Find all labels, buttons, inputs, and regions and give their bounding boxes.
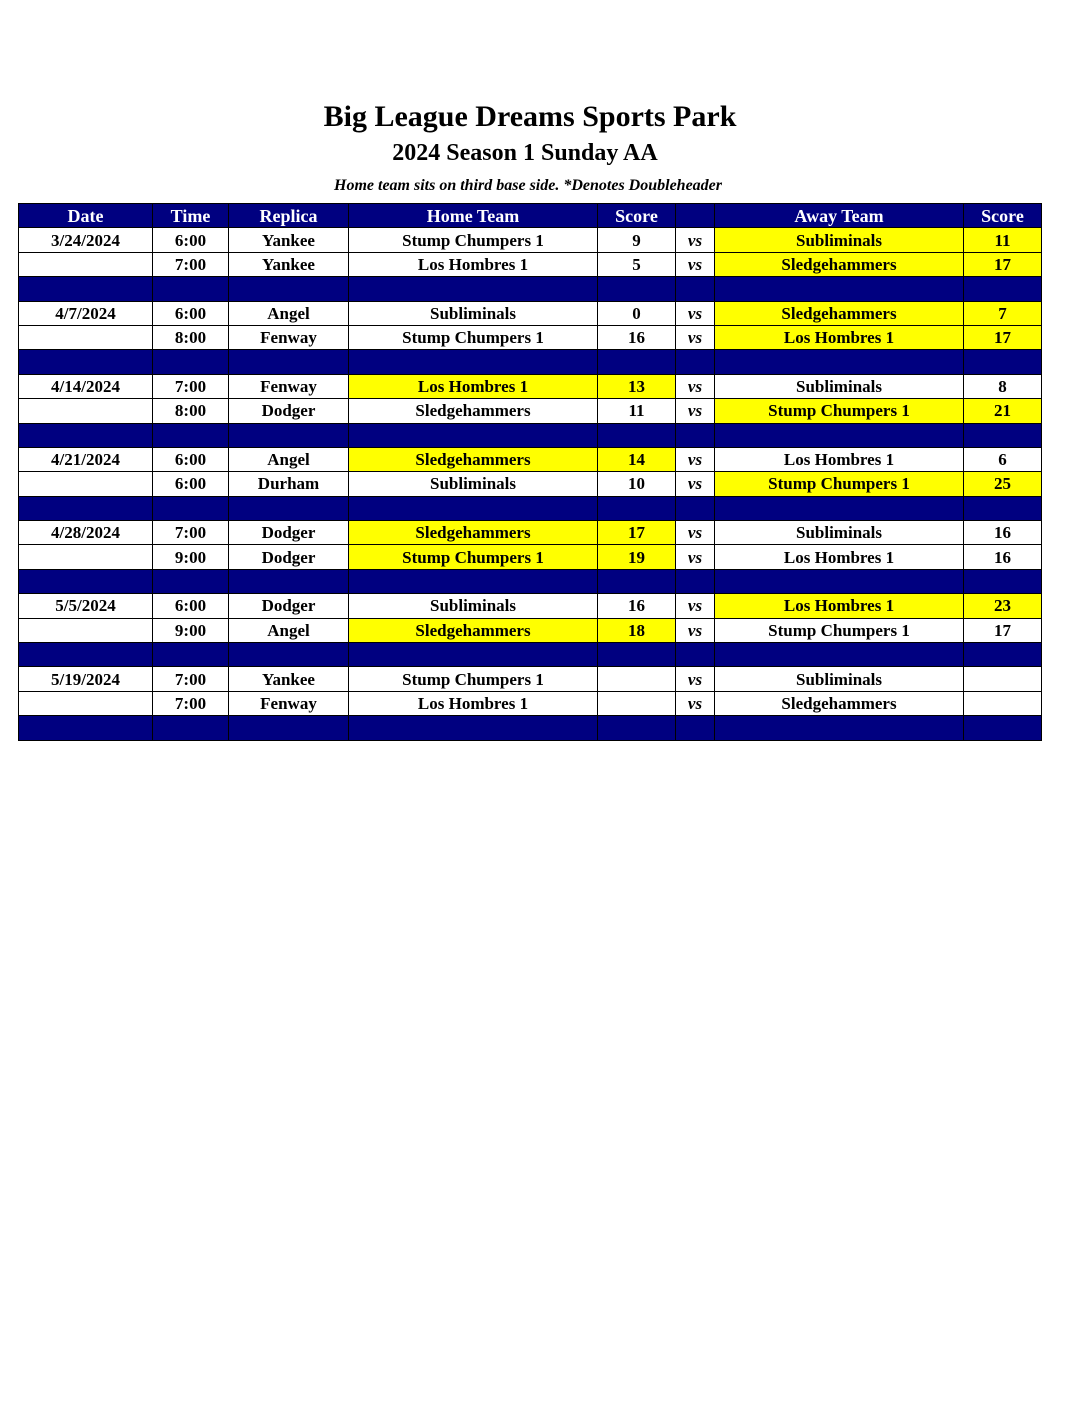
vs-cell: vs: [676, 472, 715, 496]
spacer-cell: [19, 716, 153, 740]
spacer-cell: [19, 350, 153, 374]
home-score-cell: 10: [598, 472, 676, 496]
away-score-cell: 21: [964, 399, 1042, 423]
spacer-row: [19, 716, 1042, 740]
time-cell: 7:00: [153, 691, 229, 715]
spacer-row: [19, 277, 1042, 301]
replica-cell: Yankee: [229, 252, 349, 276]
date-cell: 4/28/2024: [19, 521, 153, 545]
vs-cell: vs: [676, 594, 715, 618]
away-score-cell: 16: [964, 521, 1042, 545]
time-cell: 6:00: [153, 228, 229, 252]
home-score-cell: 5: [598, 252, 676, 276]
vs-cell: vs: [676, 252, 715, 276]
spacer-cell: [676, 423, 715, 447]
spacer-cell: [153, 716, 229, 740]
time-cell: 6:00: [153, 594, 229, 618]
spacer-cell: [349, 350, 598, 374]
vs-cell: vs: [676, 447, 715, 471]
spacer-cell: [598, 716, 676, 740]
home-score-cell: 19: [598, 545, 676, 569]
spacer-cell: [598, 277, 676, 301]
spacer-cell: [598, 643, 676, 667]
away-team-cell: Subliminals: [715, 228, 964, 252]
away-score-cell: 8: [964, 374, 1042, 398]
replica-cell: Angel: [229, 301, 349, 325]
spacer-cell: [964, 716, 1042, 740]
vs-cell: vs: [676, 545, 715, 569]
away-score-cell: [964, 667, 1042, 691]
replica-cell: Fenway: [229, 325, 349, 349]
spacer-cell: [715, 643, 964, 667]
away-team-cell: Sledgehammers: [715, 252, 964, 276]
vs-cell: vs: [676, 399, 715, 423]
spacer-cell: [715, 569, 964, 593]
spacer-cell: [19, 569, 153, 593]
time-cell: 9:00: [153, 545, 229, 569]
replica-cell: Dodger: [229, 594, 349, 618]
home-team-cell: Los Hombres 1: [349, 374, 598, 398]
game-row: [19, 594, 1042, 618]
replica-cell: Fenway: [229, 691, 349, 715]
spacer-cell: [964, 643, 1042, 667]
spacer-cell: [676, 350, 715, 374]
time-cell: 8:00: [153, 399, 229, 423]
game-row: [19, 447, 1042, 471]
spacer-cell: [349, 569, 598, 593]
game-row: [19, 691, 1042, 715]
spacer-cell: [349, 423, 598, 447]
spacer-cell: [19, 496, 153, 520]
home-score-cell: 11: [598, 399, 676, 423]
game-row: [19, 374, 1042, 398]
date-cell: 4/21/2024: [19, 447, 153, 471]
vs-cell: vs: [676, 618, 715, 642]
spacer-cell: [964, 496, 1042, 520]
away-team-cell: Los Hombres 1: [715, 545, 964, 569]
schedule-note: Home team sits on third base side. *Denotes Doubleheader: [334, 177, 722, 194]
home-team-cell: Sledgehammers: [349, 447, 598, 471]
date-cell: [19, 545, 153, 569]
game-row: [19, 545, 1042, 569]
spacer-cell: [349, 643, 598, 667]
time-cell: 6:00: [153, 447, 229, 471]
schedule-table: [18, 203, 1042, 741]
replica-cell: Durham: [229, 472, 349, 496]
date-cell: 5/5/2024: [19, 594, 153, 618]
home-team-cell: Subliminals: [349, 594, 598, 618]
home-team-cell: Stump Chumpers 1: [349, 667, 598, 691]
header-home-score: Score: [598, 204, 676, 228]
away-team-cell: Los Hombres 1: [715, 325, 964, 349]
spacer-cell: [229, 350, 349, 374]
home-score-cell: 14: [598, 447, 676, 471]
spacer-cell: [598, 496, 676, 520]
time-cell: 7:00: [153, 374, 229, 398]
away-score-cell: 11: [964, 228, 1042, 252]
spacer-cell: [153, 496, 229, 520]
page-title: Big League Dreams Sports Park: [323, 100, 737, 133]
header-time: Time: [153, 204, 229, 228]
home-team-cell: Sledgehammers: [349, 521, 598, 545]
home-team-cell: Subliminals: [349, 472, 598, 496]
spacer-cell: [229, 277, 349, 301]
away-team-cell: Los Hombres 1: [715, 447, 964, 471]
home-score-cell: 16: [598, 594, 676, 618]
header-home-team: Home Team: [349, 204, 598, 228]
time-cell: 7:00: [153, 521, 229, 545]
away-score-cell: 25: [964, 472, 1042, 496]
home-score-cell: [598, 691, 676, 715]
home-score-cell: 9: [598, 228, 676, 252]
spacer-row: [19, 350, 1042, 374]
spacer-row: [19, 643, 1042, 667]
away-score-cell: 7: [964, 301, 1042, 325]
game-row: [19, 472, 1042, 496]
spacer-cell: [349, 496, 598, 520]
home-score-cell: [598, 667, 676, 691]
header-row: [19, 204, 1042, 228]
spacer-cell: [676, 277, 715, 301]
time-cell: 6:00: [153, 472, 229, 496]
spacer-cell: [676, 643, 715, 667]
spacer-row: [19, 496, 1042, 520]
spacer-cell: [349, 277, 598, 301]
away-team-cell: Los Hombres 1: [715, 594, 964, 618]
spacer-cell: [598, 423, 676, 447]
game-row: [19, 399, 1042, 423]
spacer-cell: [349, 716, 598, 740]
home-team-cell: Stump Chumpers 1: [349, 228, 598, 252]
spacer-cell: [153, 350, 229, 374]
away-team-cell: Sledgehammers: [715, 301, 964, 325]
spacer-cell: [153, 277, 229, 301]
home-score-cell: 17: [598, 521, 676, 545]
spacer-cell: [19, 277, 153, 301]
vs-cell: vs: [676, 301, 715, 325]
replica-cell: Angel: [229, 618, 349, 642]
game-row: [19, 618, 1042, 642]
replica-cell: Angel: [229, 447, 349, 471]
header-date: Date: [19, 204, 153, 228]
spacer-cell: [676, 496, 715, 520]
game-row: [19, 325, 1042, 349]
spacer-cell: [715, 496, 964, 520]
away-team-cell: Stump Chumpers 1: [715, 618, 964, 642]
home-team-cell: Stump Chumpers 1: [349, 545, 598, 569]
spacer-row: [19, 569, 1042, 593]
away-team-cell: Stump Chumpers 1: [715, 472, 964, 496]
game-row: [19, 667, 1042, 691]
replica-cell: Fenway: [229, 374, 349, 398]
replica-cell: Dodger: [229, 399, 349, 423]
spacer-cell: [229, 569, 349, 593]
spacer-cell: [19, 643, 153, 667]
replica-cell: Yankee: [229, 667, 349, 691]
spacer-cell: [229, 716, 349, 740]
away-team-cell: Stump Chumpers 1: [715, 399, 964, 423]
date-cell: [19, 472, 153, 496]
date-cell: 4/7/2024: [19, 301, 153, 325]
spacer-cell: [153, 643, 229, 667]
spacer-cell: [715, 716, 964, 740]
spacer-cell: [964, 423, 1042, 447]
header-away-team: Away Team: [715, 204, 964, 228]
vs-cell: vs: [676, 667, 715, 691]
away-score-cell: 23: [964, 594, 1042, 618]
spacer-cell: [715, 277, 964, 301]
game-row: [19, 521, 1042, 545]
home-team-cell: Los Hombres 1: [349, 691, 598, 715]
spacer-cell: [153, 423, 229, 447]
away-score-cell: 16: [964, 545, 1042, 569]
vs-cell: vs: [676, 691, 715, 715]
time-cell: 7:00: [153, 667, 229, 691]
vs-cell: vs: [676, 374, 715, 398]
header-replica: Replica: [229, 204, 349, 228]
home-score-cell: 16: [598, 325, 676, 349]
spacer-cell: [153, 569, 229, 593]
replica-cell: Dodger: [229, 545, 349, 569]
header-vs: [676, 204, 715, 228]
date-cell: [19, 691, 153, 715]
vs-cell: vs: [676, 325, 715, 349]
time-cell: 7:00: [153, 252, 229, 276]
spacer-cell: [715, 423, 964, 447]
date-cell: 4/14/2024: [19, 374, 153, 398]
home-team-cell: Sledgehammers: [349, 399, 598, 423]
home-score-cell: 0: [598, 301, 676, 325]
vs-cell: vs: [676, 521, 715, 545]
date-cell: [19, 325, 153, 349]
spacer-cell: [715, 350, 964, 374]
spacer-cell: [19, 423, 153, 447]
spacer-cell: [229, 423, 349, 447]
home-team-cell: Los Hombres 1: [349, 252, 598, 276]
away-team-cell: Subliminals: [715, 667, 964, 691]
date-cell: [19, 252, 153, 276]
time-cell: 8:00: [153, 325, 229, 349]
away-score-cell: 17: [964, 252, 1042, 276]
spacer-cell: [964, 350, 1042, 374]
page-subtitle: 2024 Season 1 Sunday AA: [392, 140, 658, 166]
date-cell: 3/24/2024: [19, 228, 153, 252]
spacer-cell: [598, 569, 676, 593]
away-team-cell: Subliminals: [715, 374, 964, 398]
home-score-cell: 13: [598, 374, 676, 398]
time-cell: 6:00: [153, 301, 229, 325]
spacer-cell: [676, 569, 715, 593]
replica-cell: Dodger: [229, 521, 349, 545]
away-score-cell: 17: [964, 618, 1042, 642]
away-score-cell: [964, 691, 1042, 715]
spacer-cell: [964, 569, 1042, 593]
date-cell: [19, 399, 153, 423]
spacer-cell: [676, 716, 715, 740]
away-score-cell: 17: [964, 325, 1042, 349]
game-row: [19, 228, 1042, 252]
vs-cell: vs: [676, 228, 715, 252]
spacer-cell: [598, 350, 676, 374]
spacer-cell: [229, 496, 349, 520]
spacer-cell: [229, 643, 349, 667]
date-cell: [19, 618, 153, 642]
header-away-score: Score: [964, 204, 1042, 228]
away-score-cell: 6: [964, 447, 1042, 471]
spacer-row: [19, 423, 1042, 447]
date-cell: 5/19/2024: [19, 667, 153, 691]
spacer-cell: [964, 277, 1042, 301]
time-cell: 9:00: [153, 618, 229, 642]
game-row: [19, 301, 1042, 325]
schedule-body: [19, 228, 1042, 740]
home-team-cell: Sledgehammers: [349, 618, 598, 642]
home-team-cell: Stump Chumpers 1: [349, 325, 598, 349]
home-score-cell: 18: [598, 618, 676, 642]
replica-cell: Yankee: [229, 228, 349, 252]
away-team-cell: Sledgehammers: [715, 691, 964, 715]
home-team-cell: Subliminals: [349, 301, 598, 325]
away-team-cell: Subliminals: [715, 521, 964, 545]
game-row: [19, 252, 1042, 276]
